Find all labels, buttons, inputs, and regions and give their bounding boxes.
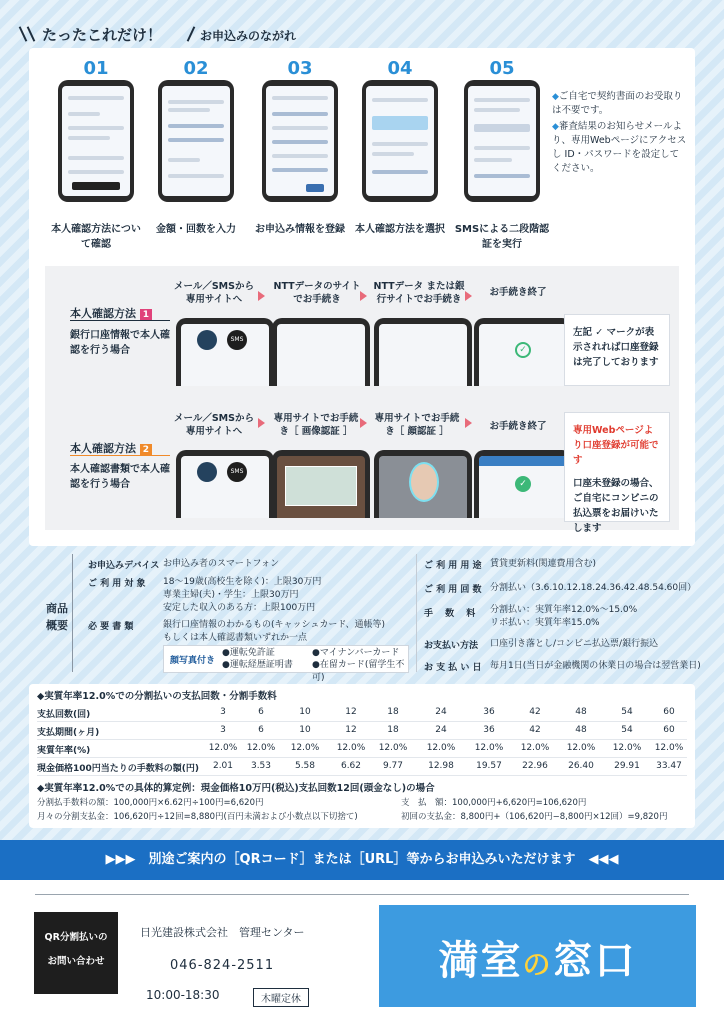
- table-cell: 10: [299, 725, 311, 735]
- method2-badge: 2: [140, 444, 152, 456]
- contact-label: QR分割払いの お問い合わせ: [34, 912, 118, 994]
- divider: [35, 894, 689, 895]
- method2-note-highlight: 専用Webページより口座登録が可能です: [573, 425, 659, 466]
- table-cell: 42: [529, 707, 541, 717]
- table-cell: 54: [621, 707, 633, 717]
- table-cell: 26.40: [568, 761, 594, 771]
- arrow-right-icon: [360, 291, 367, 301]
- photo-id-tag: 顔写真付き: [170, 656, 216, 666]
- divider: [72, 554, 73, 672]
- table-cell: 12.98: [428, 761, 454, 771]
- table-cell: 12.0%: [426, 743, 456, 753]
- phone-screenshot: ✓: [474, 318, 572, 386]
- step-caption: 本人確認方法について確認: [51, 224, 141, 250]
- table-cell: 42: [529, 725, 541, 735]
- calc-line: 月々の分割支払金：106,620円÷12回=8,880円(百円未満および小数点以下切捨て): [37, 812, 358, 822]
- table-cell: 12.0%: [474, 743, 504, 753]
- method1-badge: 1: [140, 309, 152, 321]
- product-label: 必 要 書 類: [88, 622, 134, 632]
- table-cell: 22.96: [522, 761, 548, 771]
- table-cell: 12.0%: [290, 743, 320, 753]
- table-cell: 12: [345, 725, 357, 735]
- brand-logo: 満室の窓口: [379, 905, 696, 1007]
- table-cell: 60: [663, 707, 675, 717]
- phone-screenshot: [374, 450, 472, 518]
- table-row-label: 現金価格100円当たりの手数料の額(円): [37, 764, 200, 774]
- table-cell: 12.0%: [520, 743, 550, 753]
- flow-label: 専用サイトでお手続き［ 顔認証 ］: [374, 413, 460, 437]
- arrow-right-icon: [258, 291, 265, 301]
- divider: [70, 455, 170, 456]
- product-label: お支払い方法: [424, 641, 479, 651]
- table-cell: 3: [220, 707, 226, 717]
- photo-id-box: 顔写真付き ●運転免許証 ●マイナンバーカード ●運転経歴証明書 ●在留カード(留学生不可): [163, 645, 409, 673]
- table-cell: 24: [435, 725, 447, 735]
- arrow-right-icon: [360, 418, 367, 428]
- flow-label: お手続き終了: [489, 287, 547, 298]
- flow-label: NTTデータ または銀行サイトでお手続き: [373, 281, 465, 305]
- table-cell: 12.0%: [566, 743, 596, 753]
- table-row: [37, 722, 687, 740]
- phone-screenshot: [58, 80, 134, 202]
- header-slash: [19, 26, 28, 41]
- table-cell: 12: [345, 707, 357, 717]
- calc-line: 支 払 額：100,000円+6,620円=106,620円: [401, 798, 587, 808]
- table-cell: 60: [663, 725, 675, 735]
- product-value: 銀行口座情報のわかるもの(キャッシュカード、通帳等) もしくは本人確認書類いずれか一点: [163, 620, 386, 643]
- table-cell: 48: [575, 725, 587, 735]
- table-cell: 6: [258, 707, 264, 717]
- phone-screenshot: [272, 450, 370, 518]
- table-cell: 9.77: [382, 761, 404, 771]
- step-caption: SMSによる二段階認証を実行: [454, 224, 550, 250]
- table-cell: 12.0%: [336, 743, 366, 753]
- product-label: ご 利 用 用 途: [424, 561, 482, 571]
- note-item: ◆審査結果のお知らせメールより、専用Webページにアクセスし ID・パスワードを設定してください。: [552, 121, 687, 174]
- phone-screenshot: [262, 80, 338, 202]
- product-value: 毎月1日(当日が金融機関の休業日の場合は翌営業日): [490, 661, 701, 671]
- phone-screenshot: SMS: [176, 450, 274, 518]
- fee-table-card: [29, 684, 695, 828]
- table-cell: 6: [258, 725, 264, 735]
- table-cell: 33.47: [656, 761, 682, 771]
- company-name: 日光建設株式会社 管理センター: [140, 926, 305, 939]
- calc-line: 分割払手数料の額：100,000円×6.62円÷100円=6,620円: [37, 798, 264, 808]
- table-cell: 2.01: [212, 761, 234, 771]
- step-caption: お申込み情報を登録: [255, 224, 345, 235]
- header-subtitle: お申込みのながれ: [200, 29, 297, 43]
- phone-screenshot: [158, 80, 234, 202]
- method2-title: 本人確認方法 2: [70, 440, 152, 456]
- note-item: ◆ご自宅で契約書面のお受取りは不要です。: [552, 91, 683, 116]
- table-row: [37, 704, 687, 722]
- table-cell: 18: [387, 725, 399, 735]
- cta-banner: ▶▶▶ 別途ご案内の［QRコード］または［URL］等からお申込みいただけます ◀◀◀: [0, 840, 724, 880]
- method2-note-text: 口座未登録の場合、ご自宅にコンビニの払込票をお届けいたします: [573, 478, 659, 534]
- flow-label: 専用サイトでお手続き［ 画像認証 ］: [273, 413, 359, 437]
- flow-label: NTTデータのサイトでお手続き: [273, 281, 361, 305]
- phone-screenshot: [464, 80, 540, 202]
- table-cell: 29.91: [614, 761, 640, 771]
- product-label: 手 数 料: [424, 609, 476, 619]
- table-cell: 12.0%: [612, 743, 642, 753]
- method2-desc: 本人確認書類で本人確認を行う場合: [70, 464, 170, 490]
- product-value: 賃貸更新料(関連費用含む): [490, 559, 597, 569]
- closed-day: 木曜定休: [253, 988, 309, 1007]
- flow-label: メール／SMSから専用サイトへ: [174, 413, 254, 437]
- product-value: 分割払い：実質年率12.0%〜15.0% リボ払い：実質年率15.0%: [490, 605, 638, 628]
- table-cell: 12.0%: [654, 743, 684, 753]
- table-cell: 6.62: [340, 761, 362, 771]
- product-value: お申込み者のスマートフォン: [163, 559, 280, 569]
- product-label: ご 利 用 回 数: [424, 585, 482, 595]
- table-cell: 36: [483, 707, 495, 717]
- header-slash: [187, 26, 196, 41]
- table-cell: 3: [220, 725, 226, 735]
- phone-screenshot: [272, 318, 370, 386]
- table-cell: 54: [621, 725, 633, 735]
- table-row-label: 支払回数(回): [37, 710, 91, 720]
- flow-label: メール／SMSから専用サイトへ: [174, 281, 254, 305]
- table-cell: 19.57: [476, 761, 502, 771]
- table-row: [37, 758, 687, 776]
- phone-screenshot: [362, 80, 438, 202]
- product-side-label: 商品概要: [46, 602, 68, 632]
- flow-label: お手続き終了: [489, 421, 547, 432]
- step-number: 05: [489, 58, 515, 79]
- arrow-right-icon: [465, 418, 472, 428]
- fee-table-title: ◆実質年率12.0%での分割払いの支払回数・分割手数料: [37, 691, 277, 702]
- divider: [70, 320, 170, 321]
- table-cell: 48: [575, 707, 587, 717]
- calc-line: 初回の支払金：8,800円+（106,620円−8,800円×12回）=9,820円: [401, 812, 668, 822]
- business-hours: 10:00-18:30: [146, 988, 220, 1002]
- step-number: 01: [83, 58, 109, 79]
- step-caption: 金額・回数を入力: [156, 224, 236, 235]
- step-number: 02: [183, 58, 209, 79]
- table-cell: 12.0%: [378, 743, 408, 753]
- method2-note: [564, 412, 670, 534]
- table-cell: 3.53: [250, 761, 272, 771]
- phone-screenshot: [374, 318, 472, 386]
- header-title: たったこれだけ！: [42, 26, 163, 44]
- arrow-right-icon: [258, 418, 265, 428]
- method1-desc: 銀行口座情報で本人確認を行う場合: [70, 330, 170, 356]
- arrow-right-icon: [465, 291, 472, 301]
- table-cell: 18: [387, 707, 399, 717]
- diamond-icon: ◆: [552, 122, 559, 132]
- product-label: お申込みデバイス: [88, 561, 160, 571]
- table-cell: 36: [483, 725, 495, 735]
- phone-screenshot: SMS: [176, 318, 274, 386]
- product-value: 口座引き落とし/コンビニ払込票/銀行振込: [490, 639, 659, 649]
- table-row-label: 支払期間(ヶ月): [37, 728, 100, 738]
- table-cell: 5.58: [294, 761, 316, 771]
- table-cell: 12.0%: [246, 743, 276, 753]
- table-cell: 10: [299, 707, 311, 717]
- phone-number[interactable]: 046-824-2511: [170, 958, 275, 973]
- method1-title: 本人確認方法 1: [70, 305, 152, 321]
- step-caption: 本人確認方法を選択: [355, 224, 445, 235]
- header-slash: [27, 26, 36, 41]
- product-value: 18〜19歳(高校生を除く)：上限30万円 専業主婦(夫)・学生：上限30万円 安定した収入のある方：上限100万円: [163, 577, 322, 613]
- product-value: 分割払い（3.6.10.12.18.24.36.42.48.54.60回）: [490, 583, 697, 593]
- table-cell: 24: [435, 707, 447, 717]
- table-row-label: 実質年率(%): [37, 746, 91, 756]
- method1-note: 左記 ✓ マークが表示されれば口座登録は完了しております: [564, 314, 670, 386]
- table-row: [37, 740, 687, 758]
- product-label: ご 利 用 対 象: [88, 579, 146, 589]
- product-label: お 支 払 い 日: [424, 663, 482, 673]
- diamond-icon: ◆: [552, 92, 559, 102]
- calc-example-title: ◆実質年率12.0%での具体的算定例：現金価格10万円(税込)支払回数12回(頭金なし)の場合: [37, 783, 435, 794]
- step-number: 03: [287, 58, 313, 79]
- phone-screenshot: ✓: [474, 450, 572, 518]
- divider: [416, 554, 417, 672]
- table-cell: 12.0%: [208, 743, 238, 753]
- step-number: 04: [387, 58, 413, 79]
